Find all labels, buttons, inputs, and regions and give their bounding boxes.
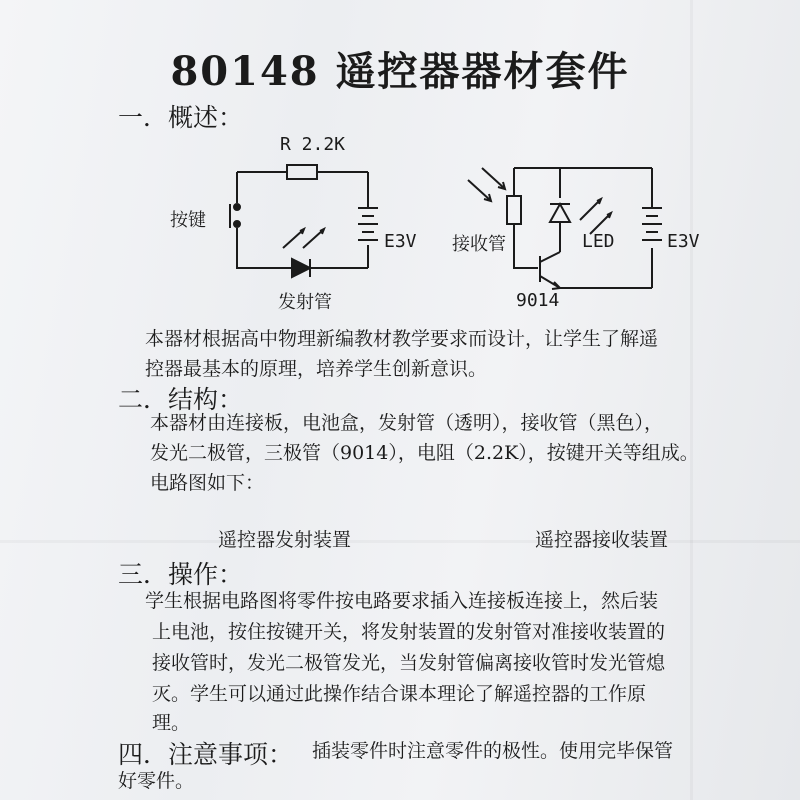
- resistor-label: R 2.2K: [280, 134, 346, 155]
- receiver-circuit: [468, 168, 662, 289]
- section-heading-structure: 二．结构：: [118, 385, 244, 414]
- transistor-label: 9014: [516, 290, 560, 311]
- incoming-arrow: [468, 180, 491, 201]
- battery-symbol: [642, 208, 662, 240]
- section-heading-notes: 四．注意事项：: [118, 740, 294, 769]
- emission-arrow: [283, 229, 304, 248]
- notes-line: 好零件。: [118, 770, 195, 792]
- receiver-label: 接收管: [452, 234, 506, 255]
- battery-symbol: [358, 208, 378, 240]
- incoming-arrow: [482, 168, 505, 189]
- led-label: LED: [582, 231, 615, 252]
- caption-transmitter: 遥控器发射装置: [218, 529, 352, 551]
- emission-arrow: [303, 229, 324, 248]
- battery-label-left: E3V: [384, 231, 417, 252]
- led-diode: [550, 204, 570, 222]
- structure-line: 电路图如下：: [150, 472, 265, 494]
- page-title: 80148 遥控器器材套件: [170, 48, 630, 95]
- section-heading-operation: 三．操作：: [118, 560, 244, 589]
- operation-line: 上电池，按住按键开关，将发射装置的发射管对准接收装置的: [152, 621, 666, 643]
- switch-contact: [234, 204, 240, 210]
- structure-line: 发光二极管，三极管（9014），电阻（2.2K），按键开关等组成。: [150, 442, 699, 464]
- section-heading-overview: 一．概述：: [118, 103, 244, 132]
- overview-line: 控器最基本的原理，培养学生创新意识。: [145, 358, 488, 380]
- transmitter-circuit: [230, 165, 378, 277]
- button-label: 按键: [170, 210, 206, 231]
- resistor-symbol: [287, 165, 317, 179]
- operation-line: 灭。学生可以通过此操作结合课本理论了解遥控器的工作原: [152, 683, 647, 705]
- notes-line: 插装零件时注意零件的极性。使用完毕保管: [312, 740, 674, 762]
- overview-line: 本器材根据高中物理新编教材教学要求而设计，让学生了解遥: [145, 328, 659, 350]
- receiver-symbol: [507, 196, 521, 224]
- operation-line: 学生根据电路图将零件按电路要求插入连接板连接上，然后装: [145, 590, 659, 612]
- led-arrow: [580, 199, 601, 220]
- battery-label-right: E3V: [667, 231, 700, 252]
- structure-line: 本器材由连接板，电池盒，发射管（透明），接收管（黑色），: [150, 412, 664, 434]
- operation-line: 理。: [152, 712, 191, 734]
- transistor-leads: [540, 252, 560, 289]
- switch-contact: [234, 221, 240, 227]
- emitter-label: 发射管: [278, 292, 332, 313]
- caption-receiver: 遥控器接收装置: [535, 529, 669, 551]
- emitter-diode: [292, 259, 310, 277]
- operation-line: 接收管时，发光二极管发光，当发射管偏离接收管时发光管熄: [152, 652, 666, 674]
